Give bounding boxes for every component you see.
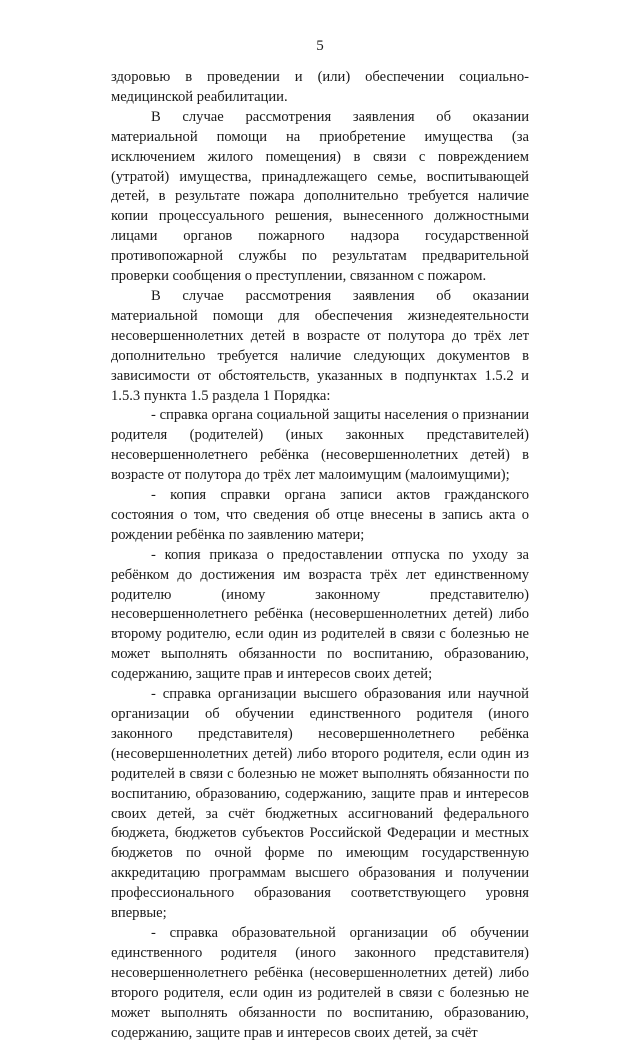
paragraph-children-support: В случае рассмотрения заявления об оказании материальной помощи для обеспечения жизнедеятельности несовершеннолетних детей в возрасте от полутора до трёх лет дополнительно требуется наличие следующих документов в зависимости от обстоятельств, указанных в подпунктах 1.5.2 и 1.5.3 пункта 1.5 раздела 1 Порядка: bbox=[111, 287, 529, 404]
document-body bbox=[111, 68, 529, 1043]
list-item-leave-order-copy: - копия приказа о предоставлении отпуска по уходу за ребёнком до достижения им возраста трёх лет единственному родителю (иному законному представителю) несовершеннолетнего ребёнка (несовершеннолетних детей) либо второму родителю, если один из родителей в связи с болезнью не может выполнять обязанности по воспитанию, образованию, содержанию, защите прав и интересов своих детей; bbox=[111, 546, 529, 683]
list-item-social-protection-certificate: - справка органа социальной защиты населения о признании родителя (родителей) (иных законных представителей) несовершеннолетнего ребёнка (несовершеннолетних детей) в возрасте от полутора до трёх лет малоимущим (малоимущими); bbox=[111, 407, 529, 484]
paragraph-continuation: здоровью в проведении и (или) обеспечении социально-медицинской реабилитации. bbox=[111, 69, 529, 105]
list-item-higher-education-certificate: - справка организации высшего образования или научной организации об обучении единственного родителя (иного законного представителя) несовершеннолетнего ребёнка (несовершеннолетних детей) либо второго родителя, если один из родителей в связи с болезнью не может выполнять обязанности по воспитанию, образованию, содержанию, защите прав и интересов своих детей, за счёт бюджетных ассигнований федерального бюджета, бюджетов субъектов Российской Федерации и местных бюджетов по очной форме по имеющим государственную аккредитацию программам высшего образования и получении профессионального образования соответствующего уровня впервые; bbox=[111, 686, 529, 922]
page-number: 5 bbox=[316, 38, 324, 54]
list-item-educational-organization-certificate: - справка образовательной организации об обучении единственного родителя (иного законного представителя) несовершеннолетнего ребёнка (несовершеннолетних детей) либо второго родителя, если один из родителей в связи с болезнью не может выполнять обязанности по воспитанию, образованию, содержанию, защите прав и интересов своих детей, за счёт bbox=[111, 924, 529, 1041]
list-item-civil-registry-certificate: - копия справки органа записи актов гражданского состояния о том, что сведения об отце внесены в запись акта о рождении ребёнка по заявлению матери; bbox=[111, 487, 529, 543]
paragraph-fire-damage: В случае рассмотрения заявления об оказании материальной помощи на приобретение имущества (за исключением жилого помещения) в связи с повреждением (утратой) имущества, принадлежащего семье, воспитывающей детей, в результате пожара дополнительно требуется наличие копии процессуального решения, вынесенного должностными лицами органов пожарного надзора государственной противопожарной службы по результатам предварительной проверки сообщения о преступлении, связанном с пожаром. bbox=[111, 108, 529, 285]
